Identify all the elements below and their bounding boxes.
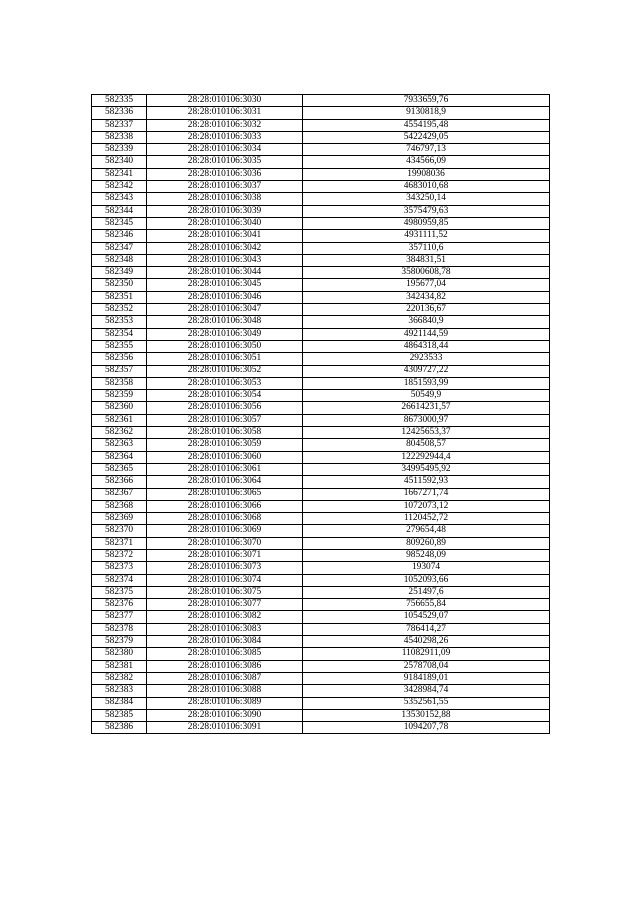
- row-number-cell: 582369: [92, 513, 147, 525]
- cadastral-number-cell: 28:28:010106:3038: [147, 193, 303, 205]
- table-row: [92, 636, 550, 648]
- row-number-cell: 582348: [92, 254, 147, 266]
- row-number-cell: 582385: [92, 709, 147, 721]
- table-row: [92, 648, 550, 660]
- table-row: [92, 144, 550, 156]
- cadastral-value-cell: 2578708,04: [303, 660, 550, 672]
- cadastral-number-cell: 28:28:010106:3069: [147, 525, 303, 537]
- cadastral-value-cell: 50549,9: [303, 390, 550, 402]
- row-number-cell: 582338: [92, 131, 147, 143]
- cadastral-value-cell: 279654,48: [303, 525, 550, 537]
- table-row: [92, 549, 550, 561]
- row-number-cell: 582371: [92, 537, 147, 549]
- row-number-cell: 582344: [92, 205, 147, 217]
- table-row: [92, 193, 550, 205]
- cadastral-number-cell: 28:28:010106:3061: [147, 463, 303, 475]
- cadastral-number-cell: 28:28:010106:3073: [147, 562, 303, 574]
- row-number-cell: 582352: [92, 304, 147, 316]
- cadastral-number-cell: 28:28:010106:3035: [147, 156, 303, 168]
- cadastral-value-cell: 193074: [303, 562, 550, 574]
- row-number-cell: 582361: [92, 414, 147, 426]
- table-body: [92, 95, 550, 734]
- cadastral-value-cell: 3575479,63: [303, 205, 550, 217]
- cadastral-value-cell: 35800608,78: [303, 267, 550, 279]
- table-row: [92, 599, 550, 611]
- row-number-cell: 582354: [92, 328, 147, 340]
- cadastral-number-cell: 28:28:010106:3031: [147, 107, 303, 119]
- cadastral-value-cell: 9184189,01: [303, 672, 550, 684]
- cadastral-number-cell: 28:28:010106:3086: [147, 660, 303, 672]
- cadastral-number-cell: 28:28:010106:3054: [147, 390, 303, 402]
- row-number-cell: 582358: [92, 377, 147, 389]
- table-row: [92, 267, 550, 279]
- row-number-cell: 582383: [92, 685, 147, 697]
- cadastral-number-cell: 28:28:010106:3040: [147, 217, 303, 229]
- table-row: [92, 316, 550, 328]
- table-row: [92, 574, 550, 586]
- cadastral-value-cell: 985248,09: [303, 549, 550, 561]
- table-row: [92, 390, 550, 402]
- table-row: [92, 242, 550, 254]
- row-number-cell: 582379: [92, 636, 147, 648]
- cadastral-value-cell: 434566,09: [303, 156, 550, 168]
- row-number-cell: 582343: [92, 193, 147, 205]
- cadastral-number-cell: 28:28:010106:3077: [147, 599, 303, 611]
- row-number-cell: 582367: [92, 488, 147, 500]
- row-number-cell: 582351: [92, 291, 147, 303]
- table-row: [92, 525, 550, 537]
- cadastral-number-cell: 28:28:010106:3050: [147, 340, 303, 352]
- cadastral-number-cell: 28:28:010106:3068: [147, 513, 303, 525]
- table-row: [92, 254, 550, 266]
- table-row: [92, 672, 550, 684]
- row-number-cell: 582386: [92, 722, 147, 734]
- cadastral-value-cell: 4980959,85: [303, 217, 550, 229]
- table-row: [92, 709, 550, 721]
- row-number-cell: 582372: [92, 549, 147, 561]
- cadastral-value-cell: 2923533: [303, 353, 550, 365]
- table-row: [92, 353, 550, 365]
- cadastral-value-cell: 746797,13: [303, 144, 550, 156]
- cadastral-value-cell: 384831,51: [303, 254, 550, 266]
- cadastral-number-cell: 28:28:010106:3058: [147, 427, 303, 439]
- cadastral-value-cell: 34995495,92: [303, 463, 550, 475]
- cadastral-value-cell: 11082911,09: [303, 648, 550, 660]
- cadastral-value-cell: 1667271,74: [303, 488, 550, 500]
- cadastral-number-cell: 28:28:010106:3037: [147, 181, 303, 193]
- cadastral-value-cell: 786414,27: [303, 623, 550, 635]
- cadastral-value-cell: 4864318,44: [303, 340, 550, 352]
- row-number-cell: 582364: [92, 451, 147, 463]
- table-row: [92, 414, 550, 426]
- cadastral-value-cell: 122292944,4: [303, 451, 550, 463]
- row-number-cell: 582346: [92, 230, 147, 242]
- table-row: [92, 722, 550, 734]
- cadastral-value-cell: 4931111,52: [303, 230, 550, 242]
- cadastral-number-cell: 28:28:010106:3047: [147, 304, 303, 316]
- cadastral-number-cell: 28:28:010106:3060: [147, 451, 303, 463]
- cadastral-value-cell: 342434,82: [303, 291, 550, 303]
- cadastral-value-cell: 5422429,05: [303, 131, 550, 143]
- table-row: [92, 95, 550, 107]
- cadastral-number-cell: 28:28:010106:3045: [147, 279, 303, 291]
- table-row: [92, 402, 550, 414]
- cadastral-number-cell: 28:28:010106:3066: [147, 500, 303, 512]
- cadastral-value-cell: 5352561,55: [303, 697, 550, 709]
- cadastral-value-cell: 366840,9: [303, 316, 550, 328]
- table-row: [92, 685, 550, 697]
- table-row: [92, 156, 550, 168]
- cadastral-number-cell: 28:28:010106:3057: [147, 414, 303, 426]
- row-number-cell: 582356: [92, 353, 147, 365]
- table-row: [92, 537, 550, 549]
- cadastral-value-cell: 7933659,76: [303, 95, 550, 107]
- cadastral-value-cell: 1072073,12: [303, 500, 550, 512]
- cadastral-value-cell: 3428984,74: [303, 685, 550, 697]
- table-row: [92, 377, 550, 389]
- table-row: [92, 451, 550, 463]
- cadastral-number-cell: 28:28:010106:3046: [147, 291, 303, 303]
- table-row: [92, 217, 550, 229]
- row-number-cell: 582353: [92, 316, 147, 328]
- row-number-cell: 582378: [92, 623, 147, 635]
- cadastral-number-cell: 28:28:010106:3088: [147, 685, 303, 697]
- cadastral-number-cell: 28:28:010106:3044: [147, 267, 303, 279]
- table-row: [92, 500, 550, 512]
- row-number-cell: 582370: [92, 525, 147, 537]
- row-number-cell: 582349: [92, 267, 147, 279]
- cadastral-value-cell: 4309727,22: [303, 365, 550, 377]
- cadastral-value-cell: 343250,14: [303, 193, 550, 205]
- cadastral-value-cell: 4540298,26: [303, 636, 550, 648]
- cadastral-value-cell: 4683010,68: [303, 181, 550, 193]
- table-row: [92, 586, 550, 598]
- cadastral-value-cell: 9130818,9: [303, 107, 550, 119]
- cadastral-number-cell: 28:28:010106:3052: [147, 365, 303, 377]
- row-number-cell: 582335: [92, 95, 147, 107]
- cadastral-number-cell: 28:28:010106:3084: [147, 636, 303, 648]
- cadastral-number-cell: 28:28:010106:3030: [147, 95, 303, 107]
- table-row: [92, 427, 550, 439]
- cadastral-number-cell: 28:28:010106:3070: [147, 537, 303, 549]
- cadastral-value-cell: 19908036: [303, 168, 550, 180]
- table-row: [92, 107, 550, 119]
- row-number-cell: 582359: [92, 390, 147, 402]
- table-row: [92, 611, 550, 623]
- cadastral-value-cell: 1851593,99: [303, 377, 550, 389]
- table-row: [92, 340, 550, 352]
- cadastral-number-cell: 28:28:010106:3075: [147, 586, 303, 598]
- cadastral-number-cell: 28:28:010106:3087: [147, 672, 303, 684]
- row-number-cell: 582366: [92, 476, 147, 488]
- cadastral-number-cell: 28:28:010106:3042: [147, 242, 303, 254]
- cadastral-number-cell: 28:28:010106:3082: [147, 611, 303, 623]
- cadastral-value-cell: 4511592,93: [303, 476, 550, 488]
- cadastral-value-cell: 8673000,97: [303, 414, 550, 426]
- row-number-cell: 582336: [92, 107, 147, 119]
- cadastral-number-cell: 28:28:010106:3064: [147, 476, 303, 488]
- row-number-cell: 582363: [92, 439, 147, 451]
- cadastral-value-cell: 357110,6: [303, 242, 550, 254]
- row-number-cell: 582340: [92, 156, 147, 168]
- cadastral-value-cell: 26614231,57: [303, 402, 550, 414]
- cadastral-number-cell: 28:28:010106:3033: [147, 131, 303, 143]
- cadastral-number-cell: 28:28:010106:3048: [147, 316, 303, 328]
- row-number-cell: 582345: [92, 217, 147, 229]
- cadastral-number-cell: 28:28:010106:3051: [147, 353, 303, 365]
- row-number-cell: 582360: [92, 402, 147, 414]
- cadastral-number-cell: 28:28:010106:3034: [147, 144, 303, 156]
- table-row: [92, 279, 550, 291]
- row-number-cell: 582355: [92, 340, 147, 352]
- cadastral-number-cell: 28:28:010106:3053: [147, 377, 303, 389]
- cadastral-value-table: [91, 94, 550, 734]
- cadastral-number-cell: 28:28:010106:3036: [147, 168, 303, 180]
- cadastral-value-cell: 756655,84: [303, 599, 550, 611]
- cadastral-value-cell: 1054529,07: [303, 611, 550, 623]
- row-number-cell: 582381: [92, 660, 147, 672]
- cadastral-number-cell: 28:28:010106:3039: [147, 205, 303, 217]
- cadastral-value-cell: 195677,04: [303, 279, 550, 291]
- table-row: [92, 513, 550, 525]
- row-number-cell: 582342: [92, 181, 147, 193]
- cadastral-value-cell: 13530152,88: [303, 709, 550, 721]
- table-row: [92, 562, 550, 574]
- row-number-cell: 582373: [92, 562, 147, 574]
- table-row: [92, 181, 550, 193]
- cadastral-value-cell: 809260,89: [303, 537, 550, 549]
- cadastral-value-cell: 4921144,59: [303, 328, 550, 340]
- cadastral-number-cell: 28:28:010106:3032: [147, 119, 303, 131]
- cadastral-number-cell: 28:28:010106:3089: [147, 697, 303, 709]
- row-number-cell: 582377: [92, 611, 147, 623]
- table-row: [92, 660, 550, 672]
- cadastral-value-cell: 4554195,48: [303, 119, 550, 131]
- cadastral-number-cell: 28:28:010106:3091: [147, 722, 303, 734]
- table-row: [92, 623, 550, 635]
- row-number-cell: 582376: [92, 599, 147, 611]
- cadastral-number-cell: 28:28:010106:3043: [147, 254, 303, 266]
- cadastral-value-cell: 1094207,78: [303, 722, 550, 734]
- table-row: [92, 328, 550, 340]
- cadastral-number-cell: 28:28:010106:3074: [147, 574, 303, 586]
- row-number-cell: 582382: [92, 672, 147, 684]
- cadastral-value-cell: 1052093,66: [303, 574, 550, 586]
- cadastral-number-cell: 28:28:010106:3090: [147, 709, 303, 721]
- cadastral-number-cell: 28:28:010106:3065: [147, 488, 303, 500]
- cadastral-number-cell: 28:28:010106:3083: [147, 623, 303, 635]
- cadastral-value-cell: 804508,57: [303, 439, 550, 451]
- table-row: [92, 463, 550, 475]
- table-row: [92, 168, 550, 180]
- table-row: [92, 119, 550, 131]
- table-row: [92, 205, 550, 217]
- cadastral-value-cell: 220136,67: [303, 304, 550, 316]
- cadastral-number-cell: 28:28:010106:3085: [147, 648, 303, 660]
- row-number-cell: 582341: [92, 168, 147, 180]
- row-number-cell: 582380: [92, 648, 147, 660]
- row-number-cell: 582384: [92, 697, 147, 709]
- row-number-cell: 582362: [92, 427, 147, 439]
- table-row: [92, 439, 550, 451]
- table-row: [92, 476, 550, 488]
- cadastral-value-cell: 12425653,37: [303, 427, 550, 439]
- table-row: [92, 697, 550, 709]
- row-number-cell: 582339: [92, 144, 147, 156]
- row-number-cell: 582374: [92, 574, 147, 586]
- row-number-cell: 582347: [92, 242, 147, 254]
- table-row: [92, 230, 550, 242]
- table-row: [92, 304, 550, 316]
- cadastral-value-cell: 251497,6: [303, 586, 550, 598]
- row-number-cell: 582375: [92, 586, 147, 598]
- cadastral-number-cell: 28:28:010106:3056: [147, 402, 303, 414]
- cadastral-value-cell: 1120452,72: [303, 513, 550, 525]
- row-number-cell: 582365: [92, 463, 147, 475]
- cadastral-number-cell: 28:28:010106:3049: [147, 328, 303, 340]
- table-row: [92, 131, 550, 143]
- cadastral-number-cell: 28:28:010106:3059: [147, 439, 303, 451]
- row-number-cell: 582368: [92, 500, 147, 512]
- row-number-cell: 582357: [92, 365, 147, 377]
- cadastral-number-cell: 28:28:010106:3041: [147, 230, 303, 242]
- table-row: [92, 291, 550, 303]
- table-row: [92, 365, 550, 377]
- table-row: [92, 488, 550, 500]
- row-number-cell: 582350: [92, 279, 147, 291]
- cadastral-number-cell: 28:28:010106:3071: [147, 549, 303, 561]
- row-number-cell: 582337: [92, 119, 147, 131]
